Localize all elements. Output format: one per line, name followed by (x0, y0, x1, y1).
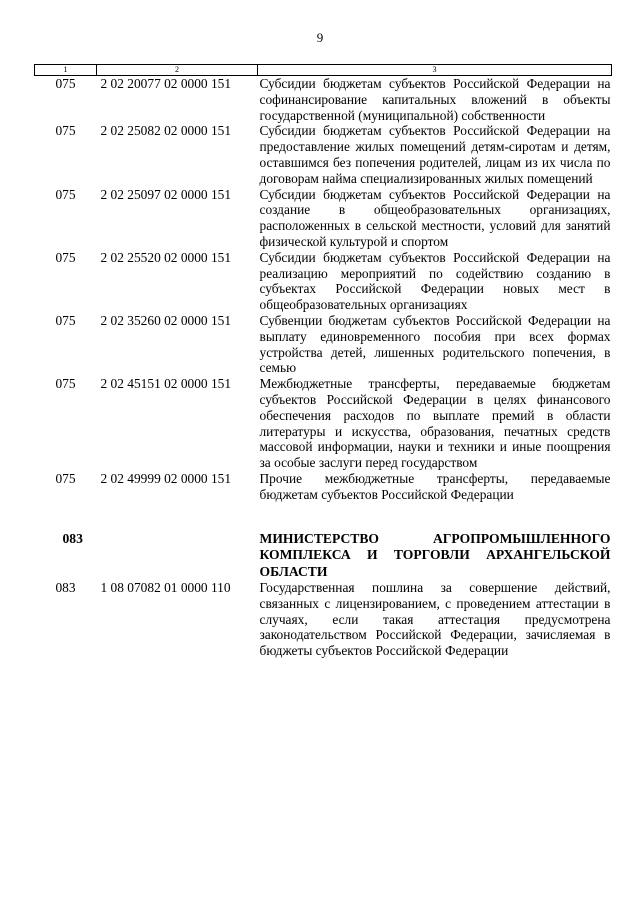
budget-codes-table (34, 64, 612, 659)
admin-code: 075 (55, 123, 76, 139)
header-col-1: 1 (35, 65, 97, 76)
admin-code: 075 (55, 312, 76, 328)
page-number: 9 (316, 30, 324, 45)
kbk-code: 2 02 25520 02 0000 151 (100, 249, 232, 265)
department-title: МИНИСТЕРСТВО АГРОПРОМЫШЛЕННОГО КОМПЛЕКСА И ТОРГОВЛИ АРХАНГЕЛЬСКОЙ ОБЛАСТИ (259, 530, 611, 579)
revenue-description: Субвенции бюджетам субъектов Российской Федерации на выплату единовременного пособия при всех формах устройства детей, лишенных родительского попечения, в семью (259, 312, 611, 376)
department-code: 083 (62, 530, 83, 546)
table-row (35, 580, 612, 659)
table-row (35, 471, 612, 503)
kbk-code: 2 02 49999 02 0000 151 (100, 470, 232, 486)
table-row (35, 313, 612, 376)
section-spacer (35, 503, 612, 531)
admin-code: 075 (55, 76, 76, 91)
revenue-description: Государственная пошлина за совершение действий, связанных с лицензированием, с проведением аттестации в случаях, если такая аттестация предусмотрена законодательством Российской Федерации, зачисляемая в бюджеты субъектов Российской Федерации (259, 580, 611, 659)
revenue-description: Субсидии бюджетам субъектов Российской Федерации на реализацию мероприятий по содействию созданию в субъектах Российской Федерации новых мест в общеобразовательных организациях (259, 249, 611, 313)
revenue-description: Прочие межбюджетные трансферты, передаваемые бюджетам субъектов Российской Федерации (259, 470, 611, 502)
department-heading-row (35, 531, 612, 581)
kbk-code: 2 02 25082 02 0000 151 (100, 123, 232, 139)
kbk-code: 1 08 07082 01 0000 110 (100, 580, 231, 596)
revenue-description: Субсидии бюджетам субъектов Российской Федерации на софинансирование капитальных вложений в объекты государственной (муниципальной) собственности (259, 76, 611, 123)
kbk-code: 2 02 35260 02 0000 151 (100, 312, 232, 328)
revenue-description: Субсидии бюджетам субъектов Российской Федерации на создание в общеобразовательных организациях, расположенных в сельской местности, условий для занятий физической культурой и спортом (259, 186, 611, 249)
kbk-code: 2 02 20077 02 0000 151 (100, 76, 232, 91)
column-number-header (35, 65, 612, 76)
header-col-3: 3 (258, 65, 612, 76)
kbk-code: 2 02 45151 02 0000 151 (100, 376, 232, 392)
table-row (35, 187, 612, 250)
admin-code: 075 (55, 376, 76, 392)
revenue-description: Субсидии бюджетам субъектов Российской Федерации на предоставление жилых помещений детям-сиротам и детям, оставшимся без попечения родителей, лицам из их числа по договорам найма специализированных жилых помещений (259, 123, 611, 186)
admin-code: 083 (55, 580, 76, 596)
admin-code: 075 (55, 186, 76, 202)
revenue-description: Межбюджетные трансферты, передаваемые бюджетам субъектов Российской Федерации в целях финансового обеспечения расходов по выплате премий в области литературы и искусства, образования, печатных средств массовой информации, науки и техники и иные поощрения за особые заслуги перед государством (259, 376, 611, 471)
admin-code: 075 (55, 249, 76, 265)
header-col-2: 2 (97, 65, 258, 76)
admin-code: 075 (55, 470, 76, 486)
table-row (35, 76, 612, 124)
table-row (35, 123, 612, 186)
kbk-code: 2 02 25097 02 0000 151 (100, 186, 232, 202)
table-row (35, 250, 612, 313)
table-row (35, 376, 612, 471)
